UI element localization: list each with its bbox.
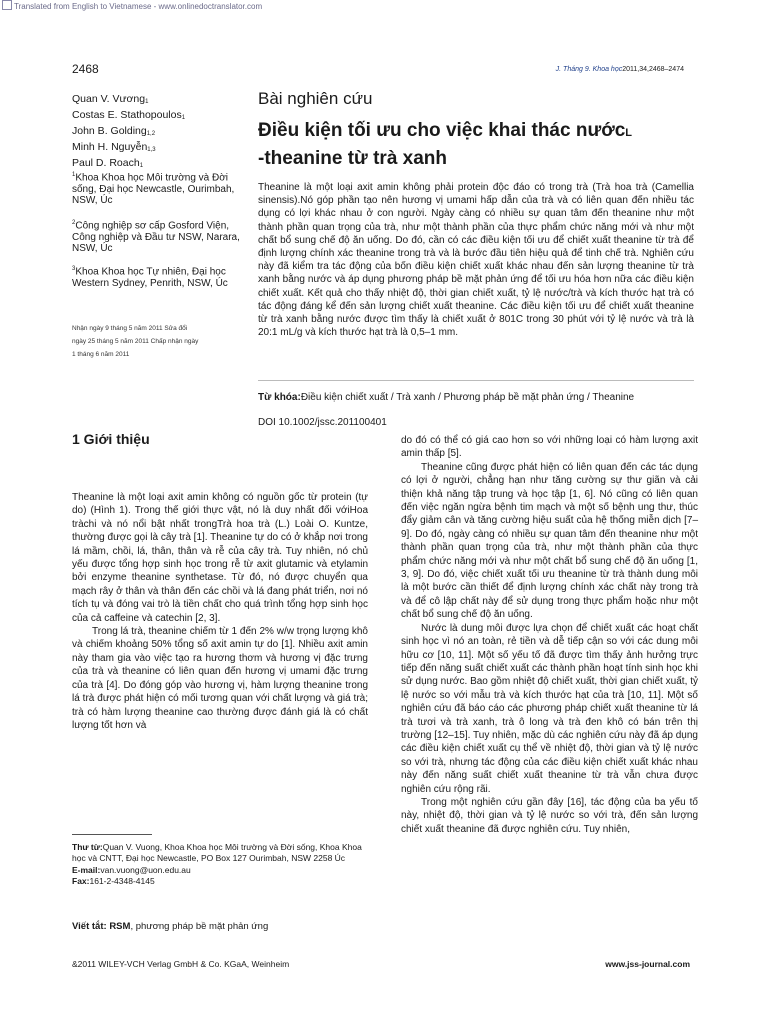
paragraph: Theanine cũng được phát hiện có liên quan đến các tác dụng có lợi ở người, chẳng hạn như tăng cường sự thư giãn và cải thiện khả năng tập trung và học tập [1, 6]. Nó cũng có liên quan đến việc ngăn ngừa bệnh tim mạch và một số bệnh ung thư, thúc đẩy giảm cân và tăng cường hiệu suất của hệ thống miễn dịch [7–9]. Do đó, ngày càng có nhiều sự quan tâm đến theanine như một thành phần quan trọng của trà, như một thành phần của thực phẩm chức năng mới và như một chất bổ sung chế độ ăn uống [1, 3, 9]. Do đó, việc chiết xuất tối ưu theanine từ trà thành dung môi là một bước cần thiết để định lượng chính xác chất này trong trà và để cô lập chất này để sử dụng trong thực phẩm hoặc như một chất bổ sung chế độ ăn uống. — [401, 461, 698, 621]
journal-citation — [556, 66, 684, 73]
translation-banner[interactable] — [2, 0, 262, 11]
fax: Fax:161-2-4348-4145 — [72, 876, 155, 887]
affiliation: $^3$Khoa Khoa học Tự nhiên, Đại học Western Sydney, Penrith, NSW, Úc — [72, 266, 228, 289]
keywords: Từ khóa:Điều kiện chiết xuất / Trà xanh / Phương pháp bề mặt phản ứng / Theanine — [258, 392, 635, 403]
banner-text: Translated from English to Vietnamese - www.onlinedoctranslator.com — [14, 2, 263, 11]
author-list — [72, 93, 185, 173]
doi[interactable]: DOI 10.1002/jssc.201100401 — [258, 417, 387, 428]
email-link[interactable]: van.vuong@uon.edu.au — [100, 864, 191, 875]
paragraph: do đó có thể có giá cao hơn so với những loại có hàm lượng axit amin thấp [5]. — [401, 435, 698, 460]
paragraph: Nước là dung môi được lựa chọn để chiết xuất các hoạt chất sinh học vì nó an toàn, rẻ tiền và dễ tiếp cận so với các dung môi hữu cơ [10, 11]. Một số yếu tố đã được tìm thấy ảnh hưởng trực tiếp đến năng suất chiết xuất các thành phần hoạt tính sinh học khi sử dụng nước. Bao gồm nhiệt độ chiết xuất, thời gian chiết xuất, tỷ lệ nước so với mẫu trà và kích thước hạt của trà [10, 11]. Một số nghiên cứu đã báo cáo các phương pháp chiết xuất theanine từ lá trà tươi và trà xanh, trà ô long và trà đen khô có bán trên thị trường [12–15]. Tuy nhiên, mặc dù các nghiên cứu này đã áp dụng các điều kiện chiết xuất cụ thể về nhiệt độ, thời gian và tỷ lệ nước so với trà, nhưng tác động của các điều kiện chiết xuất khác nhau này đến năng suất chiết xuất theanine từ trà vẫn chưa được nghiên cứu rộng rãi. — [401, 622, 698, 795]
author: Paul D. Roach$_1$ — [72, 157, 144, 169]
journal-ref: 2011,34,2468–2474 — [622, 66, 684, 73]
affiliation: $^1$Khoa Khoa học Môi trường và Đời sống, Đại học Newcastle, Ourimbah, NSW, Úc — [72, 172, 235, 207]
paragraph: Trong lá trà, theanine chiếm từ 1 đến 2% w/w trọng lượng khô và chiếm khoảng 50% tổng số axit amin tự do [1]. Nhiều axit amin này tham gia vào việc tạo ra hương thơm và hương vị đặc trưng của trà và theanine có liên quan đến hương vị umami đặc trưng của trà [4]. Do đóng góp vào hương vị, hàm lượng theanine trong lá trà được phát hiện có mối tương quan với chất lượng và giá trà; trà có hàm lượng theanine cao thường được đánh giá là có chất lượng tốt hơn và — [72, 626, 368, 731]
divider — [258, 380, 694, 381]
left-column — [72, 491, 368, 732]
author: John B. Golding$_{1,2}$ — [72, 125, 156, 137]
journal-url[interactable]: www.jss-journal.com — [605, 959, 690, 969]
article-type: Bài nghiên cứu — [258, 89, 373, 108]
right-column — [401, 434, 698, 836]
correspondence: Thư từ:Quan V. Vuong, Khoa Khoa học Môi trường và Đời sống, Khoa Khoa học và CNTT, Đại học Newcastle, PO Box 127 Ourimbah, NSW 2258 Úc — [72, 842, 362, 864]
footnote-divider — [72, 834, 152, 835]
paragraph: Trong một nghiên cứu gần đây [16], tác động của ba yếu tố này, nhiệt độ, thời gian và tỷ lệ nước so với trà, đến sản lượng chiết xuất theanine đã được nghiên cứu. Tuy nhiên, — [401, 796, 698, 835]
article-title: Điều kiện tối ưu cho việc khai thác nướcL -theanine từ trà xanh — [258, 120, 633, 169]
received-dates: Nhận ngày 9 tháng 5 năm 2011 Sửa đổi ngày 25 tháng 5 năm 2011 Chấp nhận ngày 1 tháng 6 năm 2011 — [72, 325, 199, 358]
affiliation: $^2$Công nghiệp sơ cấp Gosford Viện, Công nghiệp và Đầu tư NSW, Narara, NSW, Úc — [72, 220, 240, 255]
translate-icon — [2, 0, 12, 10]
page-number: 2468 — [72, 62, 99, 76]
section-heading: 1 Giới thiệu — [72, 431, 150, 447]
copyright: &2011 WILEY-VCH Verlag GmbH & Co. KGaA, Weinheim — [72, 959, 290, 969]
abstract: Theanine là một loại axit amin không phải protein độc đáo có trong trà (Trà hoa trà (Camellia sinensis).Nó góp phần tạo nên hương vị umami hấp dẫn của trà và có liên quan đến nhiều tác dụng có lợi khác nhau ở con người. Ngày càng có nhiều sự quan tâm đến theanine như một thành phần quan trọng của trà, như một thành phần của thực phẩm chức năng mới và như một chất bổ sung chế độ ăn uống. Do đó, cần có các điều kiện tối ưu để chiết xuất theanine từ trà để định lượng chính xác theanine trong trà và là bước đầu tiên hiệu quả để tinh chế trà. Nghiên cứu này đã kiểm tra tác động của bốn điều kiện chiết xuất khác nhau đến sản lượng theanine từ trà xanh bằng nước và áp dụng phương pháp bề mặt phản ứng để tối ưu hóa hơn nữa các điều kiện chiết xuất. Kết quả cho thấy nhiệt độ, thời gian chiết xuất, tỷ lệ nước/trà và kích thước hạt trà có tác động đáng kể đến sản lượng chiết xuất theanine. Các điều kiện tối ưu để chiết xuất theanine từ trà xanh bằng nước được tìm thấy là chiết xuất ở 801C trong 30 phút với tỷ lệ nước và trà là 20:1 mL/g và kích thước hạt trà là 0,5–1 mm. — [258, 182, 694, 339]
abbreviations: Viết tắt: RSM, phương pháp bề mặt phản ứng — [72, 921, 269, 932]
author: Costas E. Stathopoulos$_1$ — [72, 109, 186, 121]
correspondence-footnote — [72, 842, 372, 888]
journal-name: J. Tháng 9. Khoa học — [555, 66, 623, 73]
author: Quan V. Vương$_1$ — [72, 93, 149, 105]
author: Minh H. Nguyễn$_{1,3}$ — [72, 141, 156, 153]
paragraph: Theanine là một loại axit amin không có nguồn gốc từ protein (tự do) (Hình 1). Trong thế giới thực vật, nó là duy nhất đối vớiHoa tràchi và nó nổi bật nhất trongTrà hoa trà (L.) Loài O. Kuntze, thường được gọi là cây trà [1]. Theanine tự do có ở khắp nơi trong lá mầm, chồi, lá, thân, thân và rễ của cây trà. Tuy nhiên, nó chủ yếu được tổng hợp sinh học trong rễ từ axit glutamic và etylamin bởi enzyme theanine synthetase. Từ đó, nó được chuyển qua mạch rây ở thân và thân đến các chồi và lá đang phát triển, nơi nó tích tụ và đóng vai trò là tiền chất cho quá trình tổng hợp sinh học của cả caffeine và catechin [2, 3]. — [72, 492, 368, 624]
email: E-mail:van.vuong@uon.edu.au — [72, 864, 191, 875]
